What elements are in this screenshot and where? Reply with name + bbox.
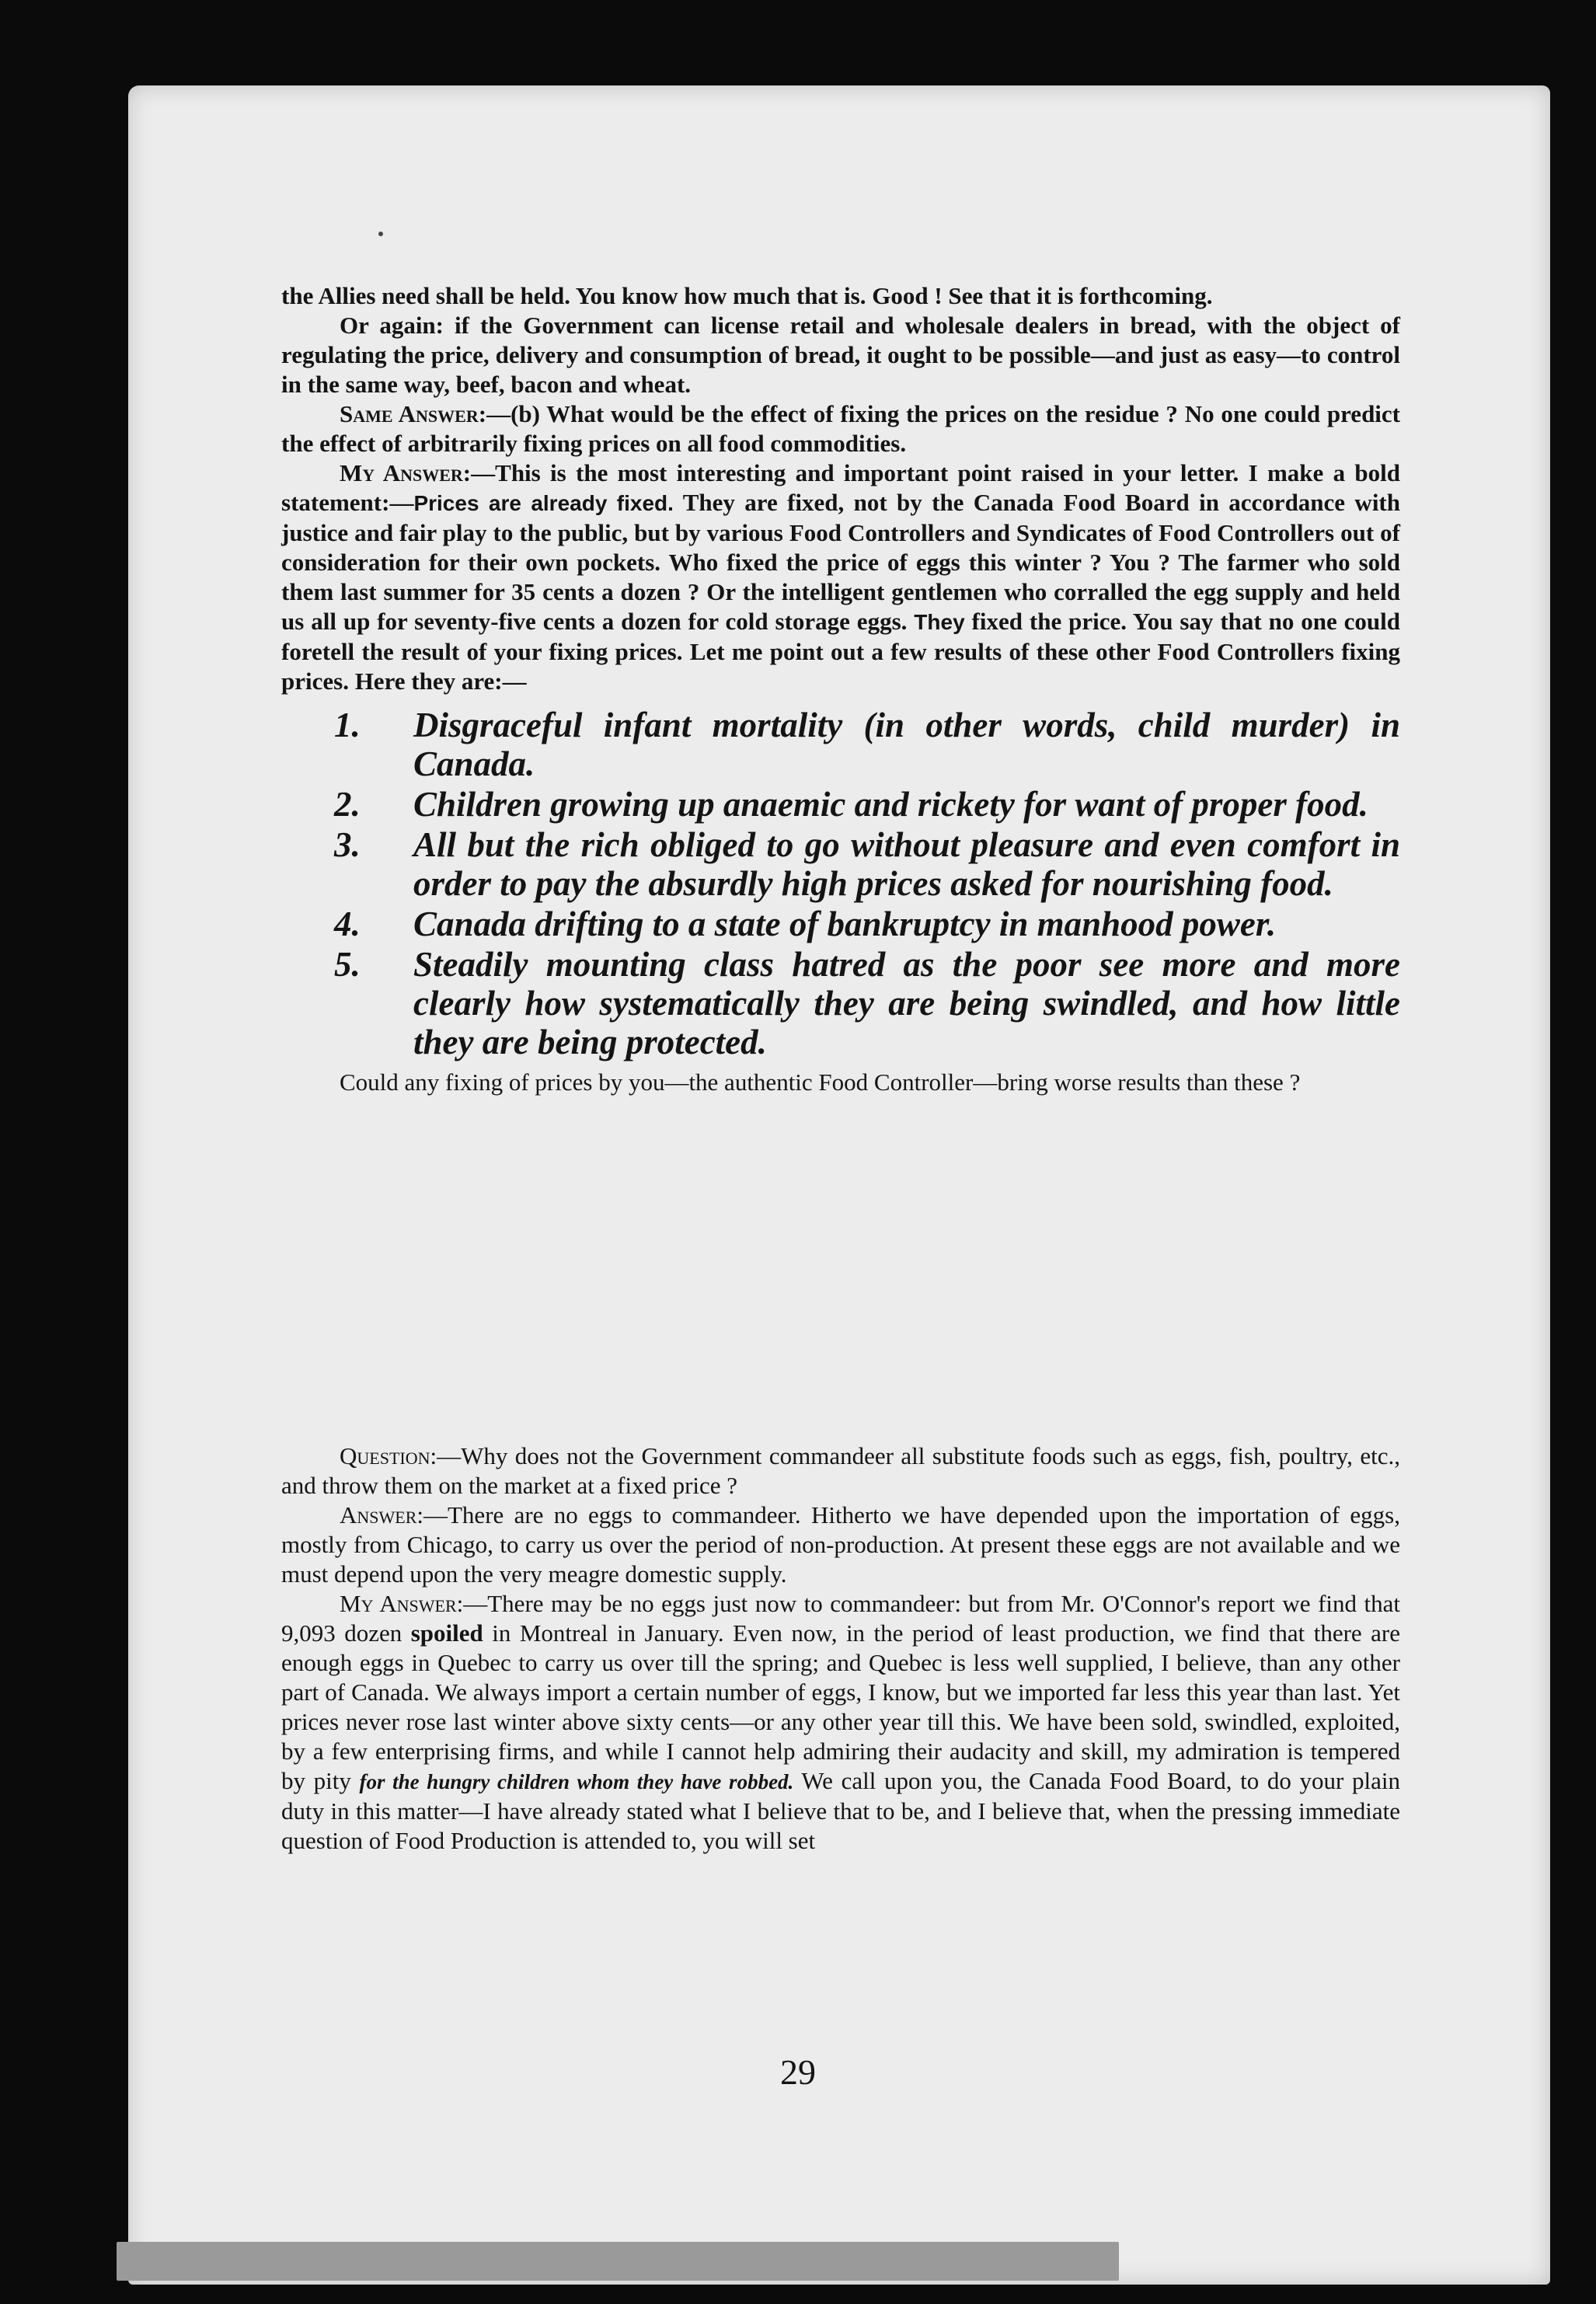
answer-text: —There are no eggs to commandeer. Hitherto we have depended upon the importation of eggs, mostly from Chicago, to carry us over the period of non-production. At present these eggs are not available and we must depend upon the very meagre domestic supply. xyxy=(281,1501,1400,1588)
results-list xyxy=(281,706,1400,1061)
my-answer-text-a: —This is the most interesting and important point raised in your letter. I make a bold statement:— xyxy=(281,459,1400,516)
list-item-number: 2. xyxy=(334,785,361,824)
same-answer-label: Same Answer: xyxy=(340,400,487,427)
my-answer-label: My Answer: xyxy=(340,459,472,486)
paper-speck xyxy=(378,232,383,236)
list-item xyxy=(281,945,1400,1061)
list-item-text: Children growing up anaemic and rickety for want of proper food. xyxy=(413,785,1368,824)
answer-label: Answer: xyxy=(340,1501,423,1528)
paragraph-1: the Allies need shall be held. You know how much that is. Good ! See that it is forthcoming. xyxy=(281,282,1213,309)
prices-fixed-emphasis: Prices are already fixed. xyxy=(413,491,674,515)
my-answer-text-b: They are fixed, not by the Canada Food Board in accordance with justice and fair play to the public, but by various Food Controllers and Syndicates of Food Controllers out of consideration for their own pockets. Who fixed the price of eggs this winter ? You ? The farmer who sold them last summer for 35 cents a dozen ? Or the intelligent gentlemen who corralled the egg supply and held us all up for seventy-five cents a dozen for cold storage eggs. xyxy=(281,489,1400,635)
my-answer-2-text-b: in Montreal in January. Even now, in the period of least production, we find that there are enough eggs in Quebec to carry us over till the spring; and Quebec is less well supplied, I believe, than any other part of Canada. We always import a certain number of eggs, I know, but we imported far less this year than last. Yet prices never rose last winter above sixty cents—or any other year till this. We have been sold, swindled, exploited, by a few enterprising firms, and while I cannot help admiring their audacity and skill, my admiration is tempered by pity xyxy=(281,1619,1400,1794)
question-text: —Why does not the Government commandeer all substitute foods such as eggs, fish, poultry, etc., and throw them on the market at a fixed price ? xyxy=(281,1442,1400,1499)
my-answer-paragraph xyxy=(281,1589,1400,1856)
question-label: Question: xyxy=(340,1442,437,1469)
list-item-number: 1. xyxy=(334,706,361,744)
list-item-text: All but the rich obliged to go without pleasure and even comfort in order to pay the absurdly high prices asked for nourishing food. xyxy=(413,825,1400,903)
they-emphasis: They xyxy=(914,610,965,634)
paragraph-2: Or again: if the Government can license retail and wholesale dealers in bread, with the object of regulating the price, delivery and consumption of bread, it ought to be possible—and just as easy—to control in the same way, beef, bacon and wheat. xyxy=(281,312,1400,398)
question-paragraph xyxy=(281,1441,1400,1501)
my-answer-text-c: fixed the price. You say that no one could foretell the result of your fixing prices. Let me point out a few results of these other Food Controllers fixing prices. Here they are:— xyxy=(281,608,1400,695)
list-item-text: Disgraceful infant mortality (in other words, child murder) in Canada. xyxy=(413,706,1400,783)
page-number: 29 xyxy=(780,2052,816,2092)
paragraph-3 xyxy=(281,399,1400,458)
answer-paragraph xyxy=(281,1501,1400,1589)
page-edge xyxy=(117,2242,1119,2281)
list-item-number: 4. xyxy=(334,905,361,943)
list-item xyxy=(281,785,1400,824)
paragraph-4 xyxy=(281,458,1400,696)
closing-question: Could any fixing of prices by you—the authentic Food Controller—bring worse results than these ? xyxy=(340,1068,1301,1096)
text-block-upper xyxy=(281,281,1400,1097)
same-answer-text: —(b) What would be the effect of fixing the prices on the residue ? No one could predict the effect of arbitrarily fixing prices on all food commodities. xyxy=(281,400,1400,457)
list-item-number: 5. xyxy=(334,945,361,984)
text-block-lower xyxy=(281,1441,1400,1856)
my-answer-label-2: My Answer: xyxy=(340,1590,464,1617)
list-item xyxy=(281,706,1400,783)
my-answer-2-text-c: We call upon you, the Canada Food Board, to do your plain duty in this matter—I have already stated what I believe that to be, and I believe that, when the pressing immediate question of Food Production is attended to, you will set xyxy=(281,1767,1400,1854)
list-item-number: 3. xyxy=(334,825,361,864)
my-answer-2-text-a: —There may be no eggs just now to commandeer: but from Mr. O'Connor's report we find that 9,093 dozen xyxy=(281,1590,1400,1647)
list-item-text: Steadily mounting class hatred as the poor see more and more clearly how systematically they are being swindled, and how little they are being protected. xyxy=(413,945,1400,1061)
list-item xyxy=(281,905,1400,943)
hungry-children-italic: for the hungry children whom they have robbed. xyxy=(359,1770,794,1793)
list-item xyxy=(281,825,1400,903)
spoiled-emphasis: spoiled xyxy=(410,1619,483,1647)
list-item-text: Canada drifting to a state of bankruptcy in manhood power. xyxy=(413,905,1277,943)
